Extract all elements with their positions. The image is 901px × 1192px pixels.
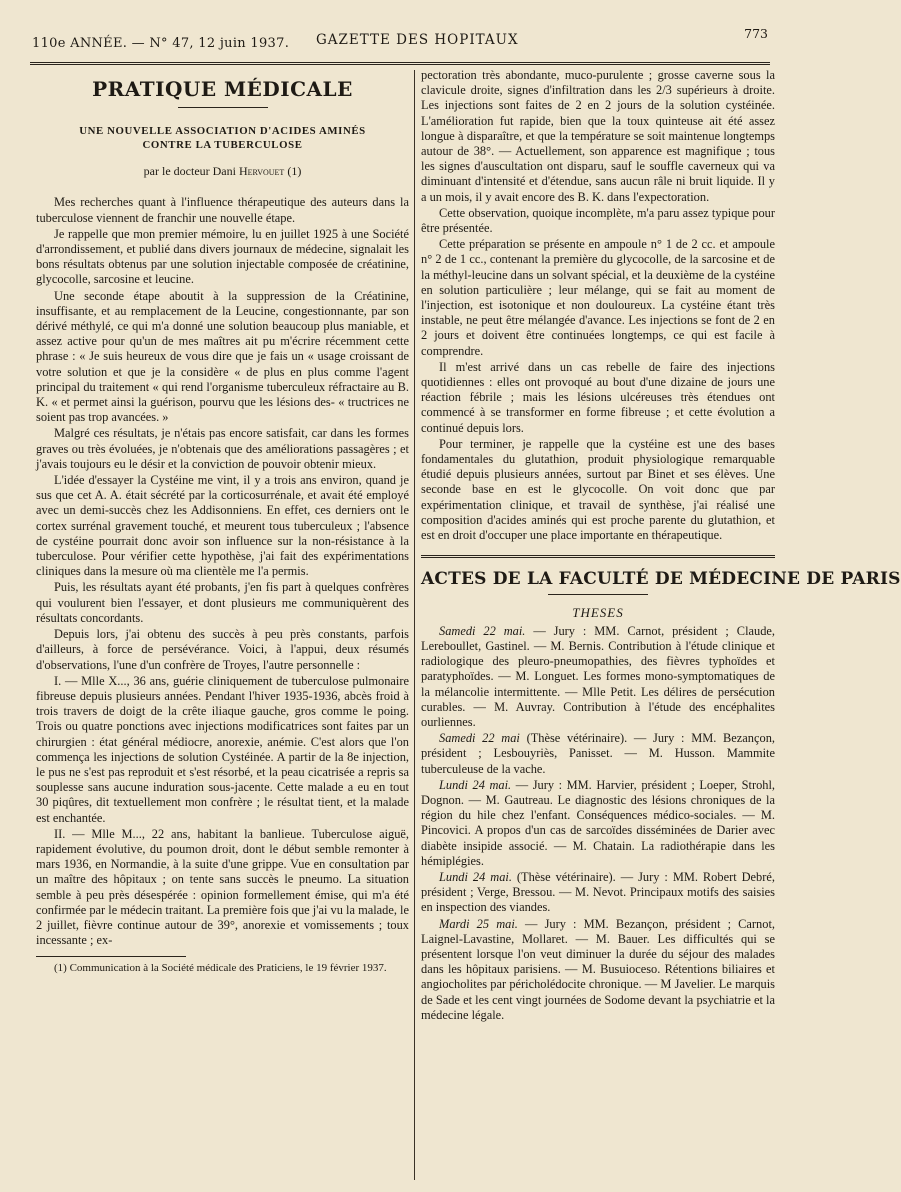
paragraph: L'idée d'essayer la Cystéine me vint, il y a trois ans environ, quand je sus que cet A. A. était sécrété par la corticosurrénale, et avait été employé avec un demi-succès chez les Addisonniens. En effet, ces derniers ont le cortex surrénal gravement touché, et meurent tous tuberculeux ; l'absence de cystéine pourrait donc avoir son influence sur la non-résistance à la tuberculose. Pour vérifier cette hypothèse, j'ai fait des expérimentations cliniques dans la mesure où ma clientèle me l'a permis. bbox=[36, 473, 409, 579]
paragraph: Mes recherches quant à l'influence thérapeutique des auteurs dans la tuberculose viennent de franchir une nouvelle étape. bbox=[36, 195, 409, 225]
thesis-entry bbox=[421, 917, 775, 1023]
paragraph: Il m'est arrivé dans un cas rebelle de faire des injections quotidiennes : elles ont provoqué au bout d'une dizaine de jours une réaction fébrile ; mais les lésions ulcéreuses très étendues ont commencé à se transformer en forme fibreuse ; et cette évolution a continué depuis lors. bbox=[421, 359, 775, 435]
article-title-line-1: UNE NOUVELLE ASSOCIATION D'ACIDES AMINÉS bbox=[79, 125, 366, 138]
theses-heading: THESES bbox=[572, 604, 624, 620]
section-rule bbox=[548, 594, 648, 595]
section-separator bbox=[421, 555, 775, 558]
paragraph: Cette préparation se présente en ampoule n° 1 de 2 cc. et ampoule n° 2 de 1 cc., contenant la première du glycocolle, de la sarcosine et de la méthyl-leucine dans un solvant spécial, et la deuxième de la cystéine en solution particulière ; leur mélange, qui se fait au moment de l'injection, est isotonique et non douloureux. La cystéine étant très instable, ne peut être mélangée d'avance. Les injections se font de 2 en 2 jours et doivent être continuées longtemps, ce qui est facile à comprendre. bbox=[421, 237, 775, 358]
thesis-date: Lundi 24 mai. bbox=[439, 869, 512, 884]
article-title bbox=[36, 124, 409, 152]
title-rule bbox=[178, 107, 268, 108]
thesis-date: Mardi 25 mai. bbox=[439, 916, 518, 931]
thesis-text: — Jury : MM. Harvier, président ; Loeper, Strohl, Dognon. — M. Gautreau. Le diagnostic des lésions chroniques de la région du hile chez l'enfant. Conséquences médico-sociales. — M. Pincovici. A propos d'un cas de sarcoïdes disséminées de Darier avec diabète insipide associé. — M. Chatain. La radiothérapie dans les hémiplégies. bbox=[421, 777, 775, 868]
thesis-entry bbox=[421, 731, 775, 777]
paragraph: Depuis lors, j'ai obtenu des succès à peu près constants, parfois d'ailleurs, à force de persévérance. Voici, à l'appui, deux résumés d'observations, l'une d'un confrère de Troyes, l'autre personnelle : bbox=[36, 627, 409, 672]
thesis-entry bbox=[421, 624, 775, 730]
observation-paragraph: I. — Mlle X..., 36 ans, guérie cliniquement de tuberculose pulmonaire fibreuse depuis plusieurs années. Pendant l'hiver 1935-1936, abcès froid à trois travers de doigt de la crête iliaque gauche, gros comme le poing. Trois ou quatre ponctions avec injections modificatrices sont faites par un chirurgien : état général médiocre, anorexie, anémie. C'est alors que l'on commença les injections de solution Cystéinée. A partir de la 8e injection, le pus ne s'est pas reproduit et s'est résorbé, et la peau cicatrisée a repris sa souplesse sans aucune induration sous-jacente. Cette malade a eu en tout 30 piqûres, dit textuellement mon confrère ; le résultat tient, et la malade est enchantée. bbox=[36, 673, 409, 825]
right-column bbox=[421, 68, 901, 1024]
thesis-date: Samedi 22 mai. bbox=[439, 623, 526, 638]
left-column bbox=[36, 68, 409, 976]
section-title: PRATIQUE MÉDICALE bbox=[92, 77, 353, 101]
article-title-line-2: CONTRE LA TUBERCULOSE bbox=[142, 139, 303, 152]
thesis-date: Samedi 22 mai bbox=[439, 731, 520, 746]
paragraph: Puis, les résultats ayant été probants, j'en fis part à quelques confrères qui voulurent bien l'essayer, et dont plusieurs me communiquèrent des résultats concordants. bbox=[36, 580, 409, 625]
byline-author: Hervouet bbox=[238, 164, 285, 179]
page-header bbox=[30, 26, 770, 65]
thesis-text: (Thèse vétérinaire). — Jury : MM. Bezançon, président ; Lesbouyriès, Panisset. — M. Husson. Mammite tuberculeuse de la vache. bbox=[421, 731, 775, 776]
paragraph: Pour terminer, je rappelle que la cystéine est une des bases fondamentales du glutathion, produit physiologique remarquable étudié depuis plusieurs années, surtout par Binet et ses élèves. Une seconde base en est le glycocolle. On voit donc que par expérimentation clinique, et travail de synthèse, j'ai réalisé une composition d'acides aminés qui est proche parente du glutathion, et est en droit d'occuper une place importante en thérapeutique. bbox=[421, 436, 775, 543]
byline-prefix: par le docteur Dani bbox=[143, 164, 239, 179]
thesis-entry bbox=[421, 870, 775, 916]
page-number: 773 bbox=[744, 26, 768, 41]
paragraph: Une seconde étape aboutit à la suppression de la Créatinine, insuffisante, et au remplacement de la Leucine, congestionnante, par son dérivé méthylé, ce qui m'a donné une solution beaucoup plus maniable, et assez active pour qu'un de mes maîtres ait pu m'écrire récemment cette phrase : « Je suis heureux de vous dire que je fais un « usage croissant de votre solution et que je la considère « de plus en plus comme l'agent principal du traitement « qui rend l'organisme tuberculeux réfractaire au B. K. « et permet ainsi la guérison, pourvu que les lésions des- « tructrices ne soient pas trop avancées. » bbox=[36, 288, 409, 425]
thesis-text: — Jury : MM. Carnot, président ; Claude, Lereboullet, Gastinel. — M. Bernis. Contribution à l'étude clinique et radiologique des pleuro-pneumopathies, des fièvres typhoïdes et paratyphoïdes. — M. Longuet. Les formes mono-symptomatiques de la mélancolie intermittente. — Mlle Petit. Les délires de persécution curables. — M. Auvray. Contribution à l'étude des encéphalites ourliennes. bbox=[421, 623, 775, 729]
thesis-entry bbox=[421, 778, 775, 869]
byline bbox=[36, 164, 409, 179]
paragraph: Cette observation, quoique incomplète, m'a paru assez typique pour être présentée. bbox=[421, 205, 775, 236]
issue-info: 110e ANNÉE. — N° 47, 12 juin 1937. bbox=[32, 36, 290, 51]
byline-note: (1) bbox=[284, 164, 302, 179]
thesis-text: — Jury : MM. Bezançon, président ; Carnot, Laignel-Lavastine, Mollaret. — M. Bauer. Les difficultés qui se présentent lorsque l'on veut diminuer la durée du séjour des malades dans les hôpitaux parisiens. — M. Busuioceso. Rétentions biliaires et angiocholites par péricholédocite chronique. — M Javelier. Le marquis de Sade et les cent vingt journées de Sodome devant la psychiatrie et la médecine légale. bbox=[421, 916, 775, 1022]
thesis-text: (Thèse vétérinaire). — Jury : MM. Robert Debré, président ; Verge, Bressou. — M. Nevot. Principaux motifs des saisies en inspection des viandes. bbox=[421, 869, 775, 915]
journal-title: GAZETTE DES HOPITAUX bbox=[316, 32, 519, 48]
column-divider bbox=[414, 70, 415, 1180]
paragraph: pectoration très abondante, muco-purulente ; grosse caverne sous la clavicule droite, signes d'infiltration dans les 2/3 supérieurs à droite. Les injections sont faites de 2 en 2 jours de la solution cystéinée. L'amélioration fut rapide, bien que la toux quinteuse ait été assez longue à disparaître, et que la température se soit maintenue longtemps autour de 38°. — Actuellement, son apparence est magnifique ; tous les signes d'auscultation ont disparu, sauf le souffle caverneux qui va diminuant d'intensité et d'étendue, sans aucun râle ni bruit liquide. Il y a un mois, il y avait encore des B. K. dans l'expectoration. bbox=[421, 68, 775, 204]
faculty-section-title: ACTES DE LA FACULTÉ DE MÉDECINE DE PARIS bbox=[421, 569, 901, 590]
paragraph: Je rappelle que mon premier mémoire, lu en juillet 1925 à une Société d'arrondissement, et publié dans divers journaux de médecine, signalait les bons résultats obtenus par une solution injectable composée de créatinine, glycocolle, sarcosine et leucine. bbox=[36, 226, 409, 287]
paragraph: Malgré ces résultats, je n'étais pas encore satisfait, car dans les formes graves ou très évoluées, je n'obtenais que des améliorations passagères ; et j'avais toujours eu le désir et la conviction de pouvoir obtenir mieux. bbox=[36, 426, 409, 471]
footnote-rule bbox=[36, 956, 186, 957]
thesis-date: Lundi 24 mai. bbox=[439, 777, 512, 792]
footnote: (1) Communication à la Société médicale des Praticiens, le 19 février 1937. bbox=[54, 962, 387, 975]
observation-paragraph: II. — Mlle M..., 22 ans, habitant la banlieue. Tuberculose aiguë, rapidement évolutive, du poumon droit, dont le début semble remonter à mars 1936, en Normandie, à la suite d'une grippe. Vue en consultation par un maître des hôpitaux ; on tente sans succès le pneumo. La situation semble à peu près désespérée : opinion formellement émise, qui m'a été confirmée par le médecin traitant. La première fois que j'ai vu la malade, le 2 juillet, fièvre continue autour de 39°, anorexie et vomissements ; toux incessante ; ex- bbox=[36, 826, 409, 948]
